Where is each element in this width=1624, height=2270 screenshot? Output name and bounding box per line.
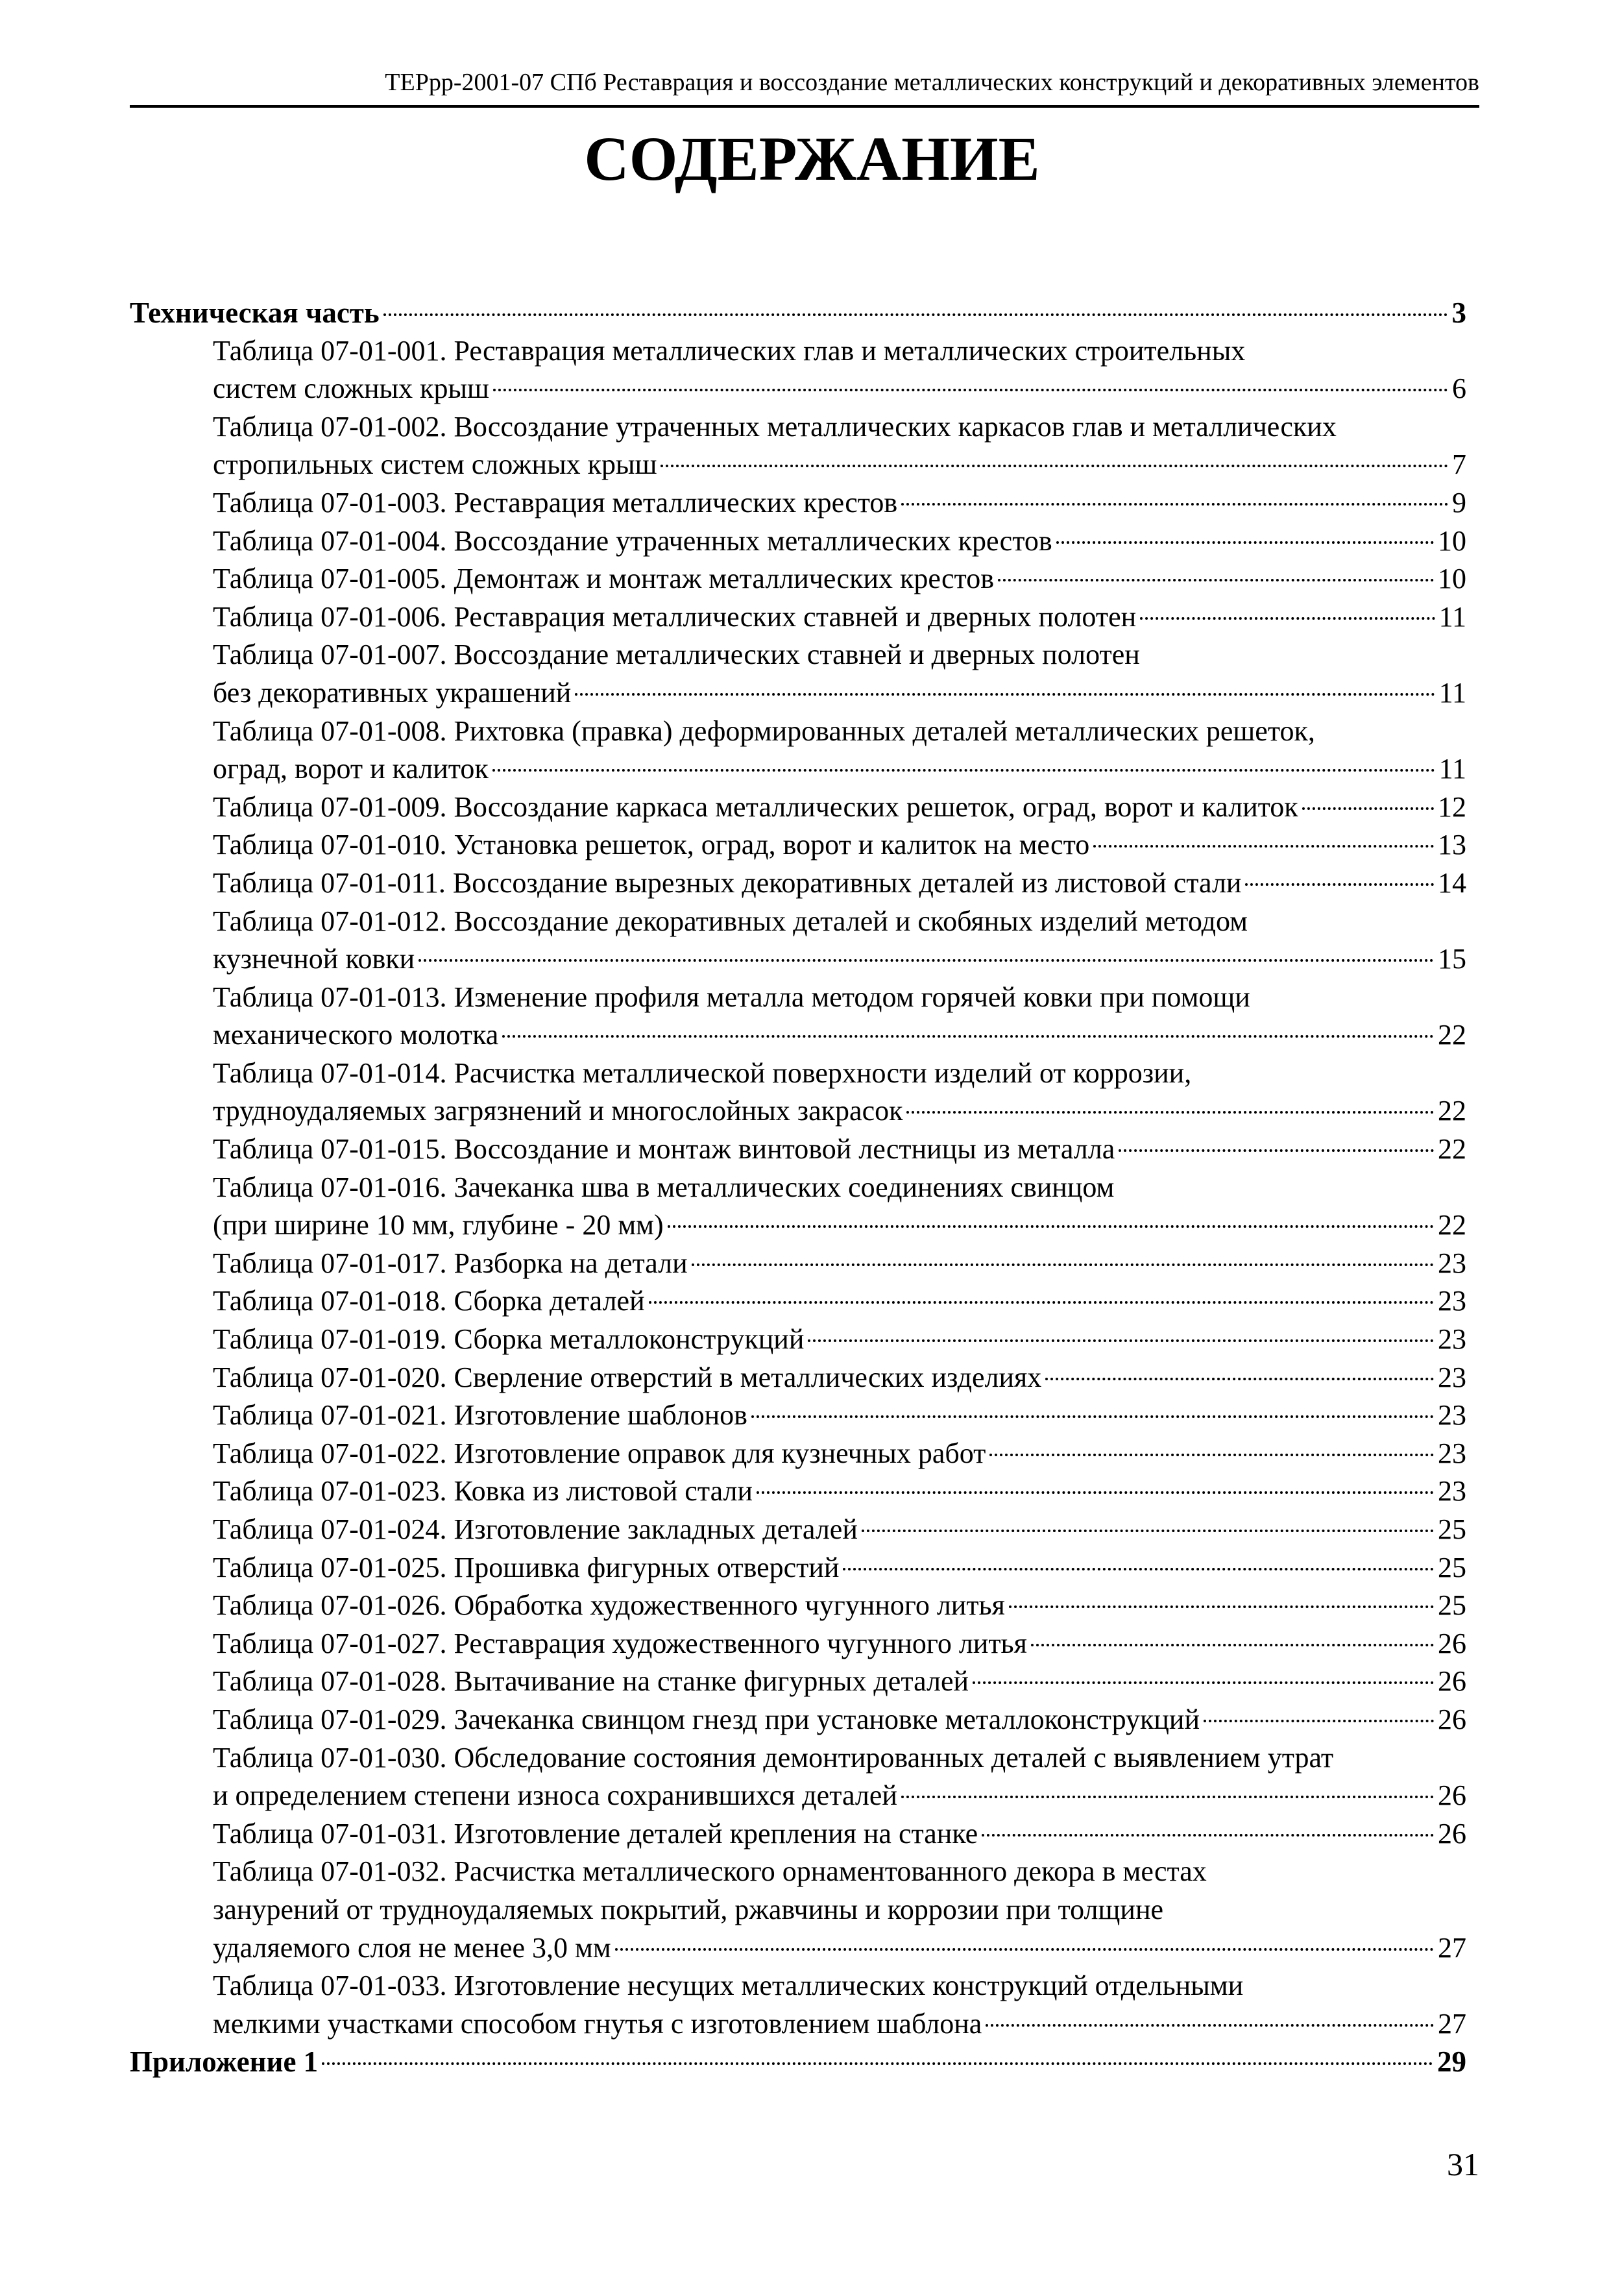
toc-entry-text: Таблица 07-01-006. Реставрация металлических ставней и дверных полотен — [213, 600, 1137, 633]
dot-leader — [998, 579, 1434, 581]
dot-leader — [1119, 1149, 1434, 1152]
page-title: СОДЕРЖАНИЕ — [584, 124, 1040, 193]
toc-entry-text: Таблица 07-01-003. Реставрация металлических крестов — [213, 486, 898, 519]
header-rule — [130, 105, 1479, 108]
toc-table-entry[interactable] — [130, 788, 1466, 827]
toc-entry-text: Таблица 07-01-005. Демонтаж и монтаж металлических крестов — [213, 563, 994, 595]
toc-page-number: 27 — [1438, 2007, 1466, 2040]
toc-entry-text: удаляемого слоя не менее 3,0 мм — [213, 1931, 611, 1964]
dot-leader — [492, 769, 1435, 772]
toc-page-number: 11 — [1438, 600, 1466, 633]
toc-entry-text: занурений от трудноудаляемых покрытий, ржавчины и коррозии при толщине — [213, 1893, 1164, 1925]
toc-page-number: 25 — [1438, 1551, 1466, 1583]
toc-page-number: 9 — [1452, 486, 1466, 519]
dot-leader — [1204, 1720, 1434, 1722]
toc-table-entry[interactable] — [130, 408, 1466, 446]
toc-entry-text: Таблица 07-01-025. Прошивка фигурных отверстий — [213, 1551, 840, 1583]
toc-entry-text: Таблица 07-01-017. Разборка на детали — [213, 1247, 688, 1279]
toc-entry-text: Таблица 07-01-028. Вытачивание на станке фигурных деталей — [213, 1665, 969, 1698]
toc-table-entry[interactable] — [130, 1169, 1466, 1207]
dot-leader — [1093, 845, 1434, 848]
toc-table-entry[interactable] — [130, 2005, 1466, 2044]
toc-table-entry[interactable] — [130, 1625, 1466, 1663]
dot-leader — [1302, 807, 1434, 810]
dot-leader — [982, 1834, 1434, 1837]
dot-leader — [692, 1263, 1434, 1266]
toc-entry-text: оград, ворот и калиток — [213, 753, 489, 785]
dot-leader — [649, 1301, 1434, 1304]
dot-leader — [575, 693, 1435, 696]
dot-leader — [493, 389, 1448, 391]
dot-leader — [1045, 1378, 1434, 1380]
toc-entry-text: Таблица 07-01-015. Воссоздание и монтаж винтовой лестницы из металла — [213, 1133, 1115, 1166]
table-of-contents — [130, 294, 1466, 2081]
toc-entry-text: систем сложных крыш — [213, 372, 489, 405]
toc-table-entry[interactable] — [130, 1359, 1466, 1397]
toc-table-entry[interactable] — [130, 1777, 1466, 1815]
toc-entry-text: Таблица 07-01-026. Обработка художественного чугунного литья — [213, 1589, 1005, 1622]
toc-table-entry[interactable] — [130, 1929, 1466, 1968]
dot-leader — [973, 1681, 1434, 1684]
toc-table-entry[interactable] — [130, 1815, 1466, 1853]
toc-page-number: 22 — [1438, 1019, 1466, 1051]
toc-table-entry[interactable] — [130, 1701, 1466, 1739]
toc-entry-text: Таблица 07-01-029. Зачеканка свинцом гнезд при установке металлоконструкций — [213, 1703, 1200, 1735]
dot-leader — [1031, 1644, 1434, 1646]
toc-table-entry[interactable] — [130, 1282, 1466, 1321]
toc-table-entry[interactable] — [130, 1587, 1466, 1625]
toc-table-entry[interactable] — [130, 1967, 1466, 2005]
toc-page-number: 26 — [1438, 1817, 1466, 1849]
toc-page-number: 26 — [1438, 1703, 1466, 1735]
toc-entry-text: Таблица 07-01-007. Воссоздание металлических ставней и дверных полотен — [213, 639, 1140, 671]
toc-page-number: 15 — [1438, 943, 1466, 975]
dot-leader — [757, 1491, 1434, 1494]
toc-entry-text: кузнечной ковки — [213, 943, 415, 975]
toc-table-entry[interactable] — [130, 598, 1466, 637]
dot-leader — [322, 2062, 1433, 2065]
toc-entry-text: мелкими участками способом гнутья с изготовлением шаблона — [213, 2007, 982, 2040]
dot-leader — [808, 1339, 1434, 1342]
toc-page-number: 12 — [1438, 790, 1466, 823]
toc-entry-text: без декоративных украшений — [213, 676, 572, 709]
toc-table-entry[interactable] — [130, 1891, 1466, 1929]
toc-page-number: 22 — [1438, 1095, 1466, 1127]
toc-table-entry[interactable] — [130, 1206, 1466, 1245]
toc-table-entry[interactable] — [130, 1092, 1466, 1130]
toc-table-entry[interactable] — [130, 674, 1466, 713]
toc-page-number: 23 — [1438, 1247, 1466, 1279]
toc-entry-text: Таблица 07-01-021. Изготовление шаблонов — [213, 1399, 747, 1432]
toc-entry-text: Таблица 07-01-027. Реставрация художественного чугунного литья — [213, 1627, 1027, 1659]
toc-page-number: 23 — [1438, 1285, 1466, 1317]
toc-table-entry[interactable] — [130, 1511, 1466, 1549]
toc-page-number: 25 — [1438, 1589, 1466, 1622]
toc-table-entry[interactable] — [130, 903, 1466, 941]
toc-page-number: 23 — [1438, 1399, 1466, 1432]
toc-entry-text: стропильных систем сложных крыш — [213, 448, 657, 481]
toc-entry-text: Таблица 07-01-031. Изготовление деталей крепления на станке — [213, 1817, 978, 1849]
toc-page-number: 23 — [1438, 1323, 1466, 1356]
dot-leader — [986, 2024, 1434, 2027]
toc-page-number: 23 — [1438, 1475, 1466, 1507]
dot-leader — [989, 1454, 1434, 1456]
toc-entry-text: Таблица 07-01-012. Воссоздание декоративных деталей и скобяных изделий методом — [213, 905, 1248, 937]
dot-leader — [751, 1415, 1434, 1418]
running-header: ТЕРрр-2001-07 СПб Реставрация и воссоздание металлических конструкций и декоративных элементов — [385, 69, 1479, 96]
toc-table-entry[interactable] — [130, 979, 1466, 1017]
toc-section-entry[interactable] — [130, 2043, 1466, 2081]
toc-page-number: 10 — [1438, 524, 1466, 557]
toc-table-entry[interactable] — [130, 713, 1466, 751]
dot-leader — [418, 959, 1434, 962]
toc-page-number: 7 — [1452, 448, 1466, 481]
dot-leader — [502, 1035, 1434, 1038]
dot-leader — [661, 465, 1448, 467]
toc-entry-text: Таблица 07-01-024. Изготовление закладных деталей — [213, 1513, 858, 1545]
toc-entry-text: Таблица 07-01-011. Воссоздание вырезных декоративных деталей из листовой стали — [213, 866, 1242, 899]
toc-page-number: 26 — [1438, 1665, 1466, 1698]
toc-entry-text: Таблица 07-01-020. Сверление отверстий в металлических изделиях — [213, 1361, 1042, 1393]
toc-entry-text: Таблица 07-01-022. Изготовление оправок для кузнечных работ — [213, 1437, 986, 1469]
toc-page-number: 23 — [1438, 1437, 1466, 1469]
toc-table-entry[interactable] — [130, 332, 1466, 371]
toc-entry-text: Таблица 07-01-018. Сборка деталей — [213, 1285, 645, 1317]
toc-page-number: 14 — [1438, 866, 1466, 899]
toc-table-entry[interactable] — [130, 1739, 1466, 1777]
toc-entry-text: Таблица 07-01-032. Расчистка металлического орнаментованного декора в местах — [213, 1855, 1207, 1888]
toc-entry-text: Таблица 07-01-030. Обследование состояния демонтированных деталей с выявлением утрат — [213, 1741, 1334, 1774]
toc-table-entry[interactable] — [130, 1472, 1466, 1511]
toc-entry-text: Таблица 07-01-019. Сборка металлоконструкций — [213, 1323, 805, 1356]
toc-entry-text: Таблица 07-01-014. Расчистка металлической поверхности изделий от коррозии, — [213, 1056, 1192, 1089]
toc-table-entry[interactable] — [130, 1549, 1466, 1587]
toc-table-entry[interactable] — [130, 826, 1466, 864]
toc-table-entry[interactable] — [130, 750, 1466, 788]
toc-table-entry[interactable] — [130, 1055, 1466, 1093]
toc-entry-text: Таблица 07-01-013. Изменение профиля металла методом горячей ковки при помощи — [213, 981, 1250, 1013]
toc-page-number: 6 — [1452, 372, 1466, 405]
dot-leader — [906, 1111, 1434, 1114]
dot-leader — [901, 503, 1448, 506]
toc-table-entry[interactable] — [130, 1016, 1466, 1055]
toc-table-entry[interactable] — [130, 560, 1466, 598]
dot-leader — [383, 313, 1448, 316]
toc-page-number: 26 — [1438, 1779, 1466, 1812]
toc-entry-text: и определением степени износа сохранившихся деталей — [213, 1779, 897, 1812]
toc-table-entry[interactable] — [130, 484, 1466, 522]
toc-entry-text: Техническая часть — [130, 297, 380, 329]
toc-page-number: 23 — [1438, 1361, 1466, 1393]
dot-leader — [862, 1530, 1434, 1532]
toc-table-entry[interactable] — [130, 940, 1466, 979]
toc-entry-text: Таблица 07-01-004. Воссоздание утраченных металлических крестов — [213, 524, 1052, 557]
dot-leader — [1009, 1605, 1434, 1608]
toc-entry-text: Приложение 1 — [130, 2045, 319, 2079]
toc-entry-text: Таблица 07-01-002. Воссоздание утраченных металлических каркасов глав и металлических — [213, 410, 1337, 443]
toc-entry-text: трудноудаляемых загрязнений и многослойных закрасок — [213, 1095, 903, 1127]
toc-page-number: 10 — [1438, 563, 1466, 595]
toc-page-number: 22 — [1438, 1209, 1466, 1241]
toc-page-number: 27 — [1438, 1931, 1466, 1964]
toc-entry-text: Таблица 07-01-016. Зачеканка шва в металлических соединениях свинцом — [213, 1171, 1115, 1203]
toc-table-entry[interactable] — [130, 864, 1466, 903]
dot-leader — [1140, 617, 1435, 620]
toc-section-entry[interactable] — [130, 294, 1466, 332]
toc-page-number: 3 — [1451, 297, 1466, 329]
toc-entry-text: Таблица 07-01-009. Воссоздание каркаса металлических решеток, оград, ворот и калиток — [213, 790, 1298, 823]
toc-table-entry[interactable] — [130, 1245, 1466, 1283]
toc-page-number: 29 — [1437, 2045, 1466, 2079]
toc-table-entry[interactable] — [130, 1853, 1466, 1891]
dot-leader — [901, 1796, 1434, 1798]
page-number: 31 — [1447, 2146, 1479, 2182]
dot-leader — [1245, 883, 1434, 886]
toc-entry-text: (при ширине 10 мм, глубине - 20 мм) — [213, 1209, 664, 1241]
toc-table-entry[interactable] — [130, 522, 1466, 561]
toc-table-entry[interactable] — [130, 446, 1466, 484]
toc-table-entry[interactable] — [130, 1130, 1466, 1169]
toc-entry-text: механического молотка — [213, 1019, 499, 1051]
toc-entry-text: Таблица 07-01-001. Реставрация металлических глав и металлических строительных — [213, 334, 1246, 367]
dot-leader — [843, 1568, 1434, 1570]
toc-table-entry[interactable] — [130, 1435, 1466, 1473]
dot-leader — [615, 1948, 1434, 1951]
toc-table-entry[interactable] — [130, 1663, 1466, 1701]
toc-table-entry[interactable] — [130, 1397, 1466, 1435]
dot-leader — [1056, 541, 1434, 544]
toc-entry-text: Таблица 07-01-008. Рихтовка (правка) деформированных деталей металлических решеток, — [213, 714, 1315, 747]
toc-table-entry[interactable] — [130, 370, 1466, 408]
toc-page-number: 11 — [1438, 753, 1466, 785]
dot-leader — [668, 1225, 1434, 1228]
toc-entry-text: Таблица 07-01-023. Ковка из листовой стали — [213, 1475, 753, 1507]
toc-entry-text: Таблица 07-01-033. Изготовление несущих металлических конструкций отдельными — [213, 1970, 1244, 2002]
toc-entry-text: Таблица 07-01-010. Установка решеток, оград, ворот и калиток на место — [213, 829, 1090, 861]
toc-table-entry[interactable] — [130, 636, 1466, 674]
toc-page-number: 11 — [1438, 676, 1466, 709]
toc-page-number: 26 — [1438, 1627, 1466, 1659]
toc-page-number: 13 — [1438, 829, 1466, 861]
toc-page-number: 25 — [1438, 1513, 1466, 1545]
toc-page-number: 22 — [1438, 1133, 1466, 1166]
toc-table-entry[interactable] — [130, 1321, 1466, 1359]
